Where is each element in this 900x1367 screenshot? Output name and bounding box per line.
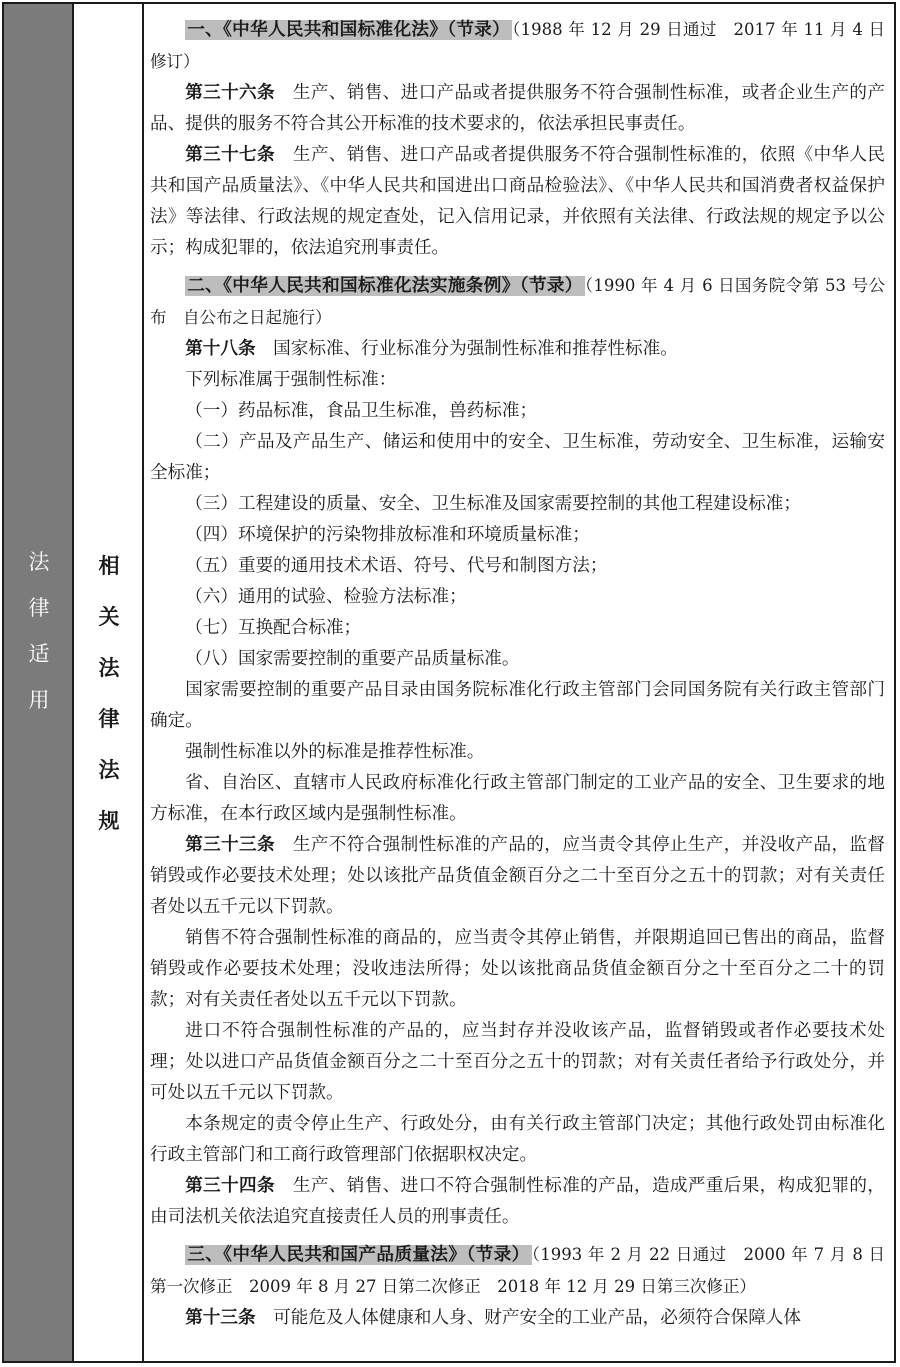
category-label: 法 律 适 用 xyxy=(28,550,50,712)
section-title: 二、《中华人民共和国标准化法实施条例》（节录） xyxy=(187,276,583,296)
article-number: 第三十三条 xyxy=(185,835,275,855)
list-item: （二）产品及产品生产、储运和使用中的安全、卫生标准，劳动安全、卫生标准，运输安全标准； xyxy=(150,432,885,483)
paragraph: 省、自治区、直辖市人民政府标准化行政主管部门制定的工业产品的安全、卫生要求的地方标准，在本行政区域内是强制性标准。 xyxy=(150,773,885,824)
section-heading xyxy=(150,270,885,334)
article xyxy=(150,140,885,264)
paragraph: 强制性标准以外的标准是推荐性标准。 xyxy=(185,742,485,762)
article-number: 第三十四条 xyxy=(185,1176,275,1196)
paragraph: 本条规定的责令停止生产、行政处分，由有关行政主管部门决定；其他行政处罚由标准化行政主管部门和工商行政管理部门依据职权决定。 xyxy=(150,1114,885,1165)
article-number: 第十八条 xyxy=(185,339,256,359)
article xyxy=(150,334,885,365)
paragraph: 国家需要控制的重要产品目录由国务院标准化行政主管部门会同国务院有关行政主管部门确定。 xyxy=(150,680,885,731)
article-text: 生产、销售、进口产品或者提供服务不符合强制性标准的，依照《中华人民共和国产品质量法》、《中华人民共和国进出口商品检验法》、《中华人民共和国消费者权益保护法》等法律、行政法规的规定查处，记入信用记录，并依照有关法律、行政法规的规定予以公示；构成犯罪的，依法追究刑事责任。 xyxy=(150,145,885,258)
list-item: （七）互换配合标准； xyxy=(185,618,362,638)
section-heading xyxy=(150,14,885,78)
category-column xyxy=(4,4,74,1361)
list-item: （一）药品标准，食品卫生标准，兽药标准； xyxy=(185,401,538,421)
list-item: （三）工程建设的质量、安全、卫生标准及国家需要控制的其他工程建设标准； xyxy=(185,494,801,514)
list-item: （五）重要的通用技术术语、符号、代号和制图方法； xyxy=(185,556,608,576)
section-heading xyxy=(150,1239,885,1303)
article-number: 第三十六条 xyxy=(185,83,275,103)
section-title: 三、《中华人民共和国产品质量法》（节录） xyxy=(187,1245,530,1265)
article xyxy=(150,78,885,140)
paragraph: 下列标准属于强制性标准： xyxy=(185,370,397,390)
article-number: 第十三条 xyxy=(185,1308,256,1328)
paragraph: 销售不符合强制性标准的商品的，应当责令其停止销售，并限期追回已售出的商品，监督销毁或作必要技术处理；没收违法所得；处以该批商品货值金额百分之十至百分之二十的罚款；对有关责任者处以五千元以下罚款。 xyxy=(150,928,885,1010)
article-number: 第三十七条 xyxy=(185,145,275,165)
list-item: （六）通用的试验、检验方法标准； xyxy=(185,587,467,607)
law-content xyxy=(150,14,885,1334)
article-text: 生产、销售、进口不符合强制性标准的产品，造成严重后果，构成犯罪的，由司法机关依法追究直接责任人员的刑事责任。 xyxy=(150,1176,885,1227)
article-text: 国家标准、行业标准分为强制性标准和推荐性标准。 xyxy=(255,339,678,359)
list-item: （八）国家需要控制的重要产品质量标准。 xyxy=(185,649,520,669)
article xyxy=(150,1303,885,1334)
section-source: （1988 年 12 月 29 日通过 2017 年 11 月 4 日修订） xyxy=(150,20,886,71)
article-text: 生产、销售、进口产品或者提供服务不符合强制性标准，或者企业生产的产品、提供的服务不符合其公开标准的技术要求的，依法承担民事责任。 xyxy=(150,83,885,134)
section-source: （1993 年 2 月 22 日通过 2000 年 7 月 8 日第一次修正 2009 年 8 月 27 日第二次修正 2018 年 12 月 29 日第三次修正） xyxy=(150,1245,886,1296)
article-text: 可能危及人体健康和人身、财产安全的工业产品，必须符合保障人体 xyxy=(255,1308,801,1328)
subcategory-column xyxy=(74,4,144,1361)
subcategory-label: 相 关 法 律 法 规 xyxy=(98,554,120,833)
paragraph: 进口不符合强制性标准的产品的，应当封存并没收该产品，监督销毁或者作必要技术处理；处以进口产品货值金额百分之二十至百分之五十的罚款；对有关责任者给予行政处分，并可处以五千元以下罚款。 xyxy=(150,1021,885,1103)
article xyxy=(150,1171,885,1233)
section-title: 一、《中华人民共和国标准化法》（节录） xyxy=(187,20,511,40)
article xyxy=(150,830,885,923)
section-source: （1990 年 4 月 6 日国务院令第 53 号公布 自公布之日起施行） xyxy=(150,276,886,327)
article-text: 生产不符合强制性标准的产品的，应当责令其停止生产，并没收产品，监督销毁或作必要技术处理；处以该批产品货值金额百分之二十至百分之五十的罚款；对有关责任者处以五千元以下罚款。 xyxy=(150,835,885,917)
list-item: （四）环境保护的污染物排放标准和环境质量标准； xyxy=(185,525,590,545)
